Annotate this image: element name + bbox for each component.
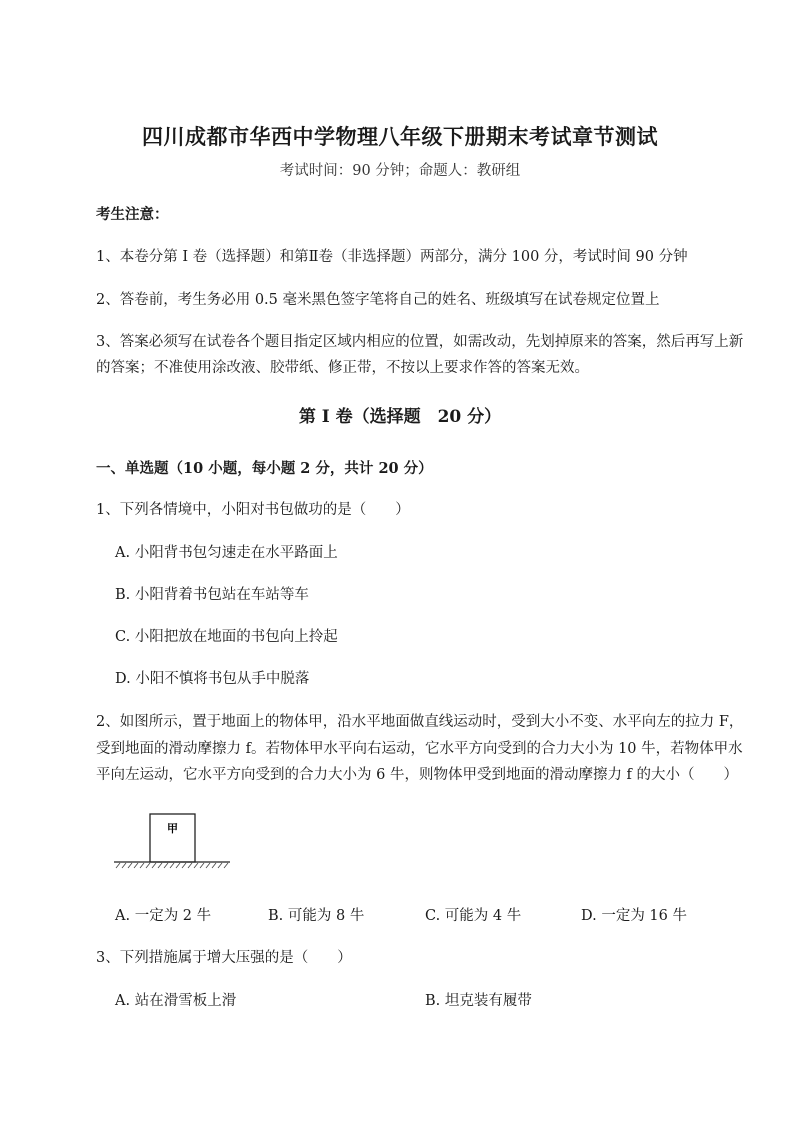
question-2-figure	[112, 808, 242, 872]
question-1-option-d[interactable]: D. 小阳不慎将书包从手中脱落	[115, 671, 310, 687]
notice-item-continued: 的答案；不准使用涂改液、胶带纸、修正带，不按以上要求作答的答案无效。	[96, 360, 589, 376]
exam-info: 考试时间：90 分钟；命题人：教研组	[279, 163, 521, 179]
question-1-stem: 1、下列各情境中，小阳对书包做功的是（ ）	[96, 502, 410, 518]
notice-item: 1、本卷分第 I 卷（选择题）和第Ⅱ卷（非选择题）两部分，满分 100 分，考试时间 90 分钟	[96, 249, 688, 265]
question-3-stem: 3、下列措施属于增大压强的是（ ）	[96, 950, 352, 966]
ground-hatching	[116, 863, 228, 868]
question-3-option-b[interactable]: B. 坦克装有履带	[425, 993, 532, 1009]
document-title: 四川成都市华西中学物理八年级下册期末考试章节测试	[142, 124, 658, 149]
block-label: 甲	[167, 822, 178, 835]
notice-heading: 考生注意：	[96, 206, 169, 223]
question-2-option-d[interactable]: D. 一定为 16 牛	[581, 908, 687, 924]
question-2-stem-line: 2、如图所示，置于地面上的物体甲，沿水平地面做直线运动时，受到大小不变、水平向左的拉力 F，	[96, 714, 744, 730]
question-2-option-c[interactable]: C. 可能为 4 牛	[425, 908, 522, 924]
question-3-option-a[interactable]: A. 站在滑雪板上滑	[115, 993, 237, 1009]
section-title: 第 I 卷（选择题 20 分）	[298, 407, 502, 427]
question-1-option-c[interactable]: C. 小阳把放在地面的书包向上拎起	[115, 629, 338, 645]
question-2-option-a[interactable]: A. 一定为 2 牛	[115, 908, 212, 924]
question-1-option-b[interactable]: B. 小阳背着书包站在车站等车	[115, 587, 309, 603]
part-heading: 一、单选题（10 小题，每小题 2 分，共计 20 分）	[96, 460, 433, 477]
question-2-stem-line: 平向左运动，它水平方向受到的合力大小为 6 牛，则物体甲受到地面的滑动摩擦力 f 的大小（ ）	[96, 767, 739, 783]
notice-item: 2、答卷前，考生务必用 0.5 毫米黑色签字笔将自己的姓名、班级填写在试卷规定位置上	[96, 292, 660, 308]
question-2-option-b[interactable]: B. 可能为 8 牛	[268, 908, 365, 924]
notice-item: 3、答案必须写在试卷各个题目指定区域内相应的位置，如需改动，先划掉原来的答案，然后再写上新	[96, 334, 744, 350]
question-1-option-a[interactable]: A. 小阳背书包匀速走在水平路面上	[115, 545, 338, 561]
question-2-stem-line: 受到地面的滑动摩擦力 f。若物体甲水平向右运动，它水平方向受到的合力大小为 10 牛，若物体甲水	[96, 741, 743, 757]
